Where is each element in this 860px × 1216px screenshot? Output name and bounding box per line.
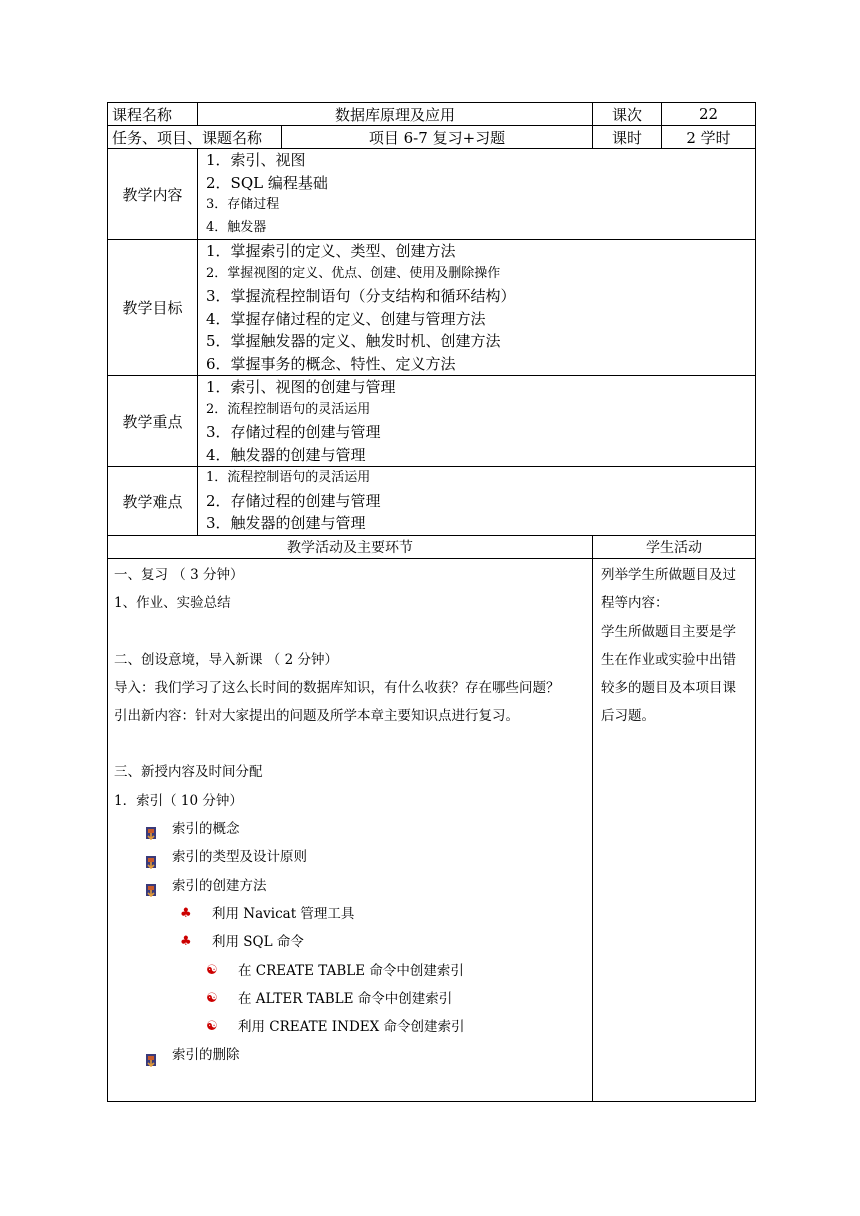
goal-item: 6．掌握事务的概念、特性、定义方法 (206, 354, 456, 373)
club-bullet-icon: ♣ (180, 905, 192, 921)
create-index-item (114, 1013, 586, 1041)
goals-label: 教学目标 (108, 240, 198, 376)
difficulty-item: 2．存储过程的创建与管理 (206, 491, 381, 510)
key-point-item: 3．存储过程的创建与管理 (206, 423, 381, 441)
key-points-list (198, 376, 756, 467)
yin-yang-bullet-icon: ☯ (206, 1019, 218, 1035)
difficulties-row (108, 467, 756, 536)
arrow-bullet-icon (144, 851, 158, 865)
goal-item: 3．掌握流程控制语句（分支结构和循环结构） (206, 287, 516, 305)
arrow-bullet-icon (144, 879, 158, 893)
student-text-2: 学生所做题目主要是学生在作业或实验中出错较多的题目及本项目课后习题。 (601, 623, 737, 725)
activities-header-row (108, 536, 756, 559)
difficulty-item: 3．触发器的创建与管理 (206, 514, 366, 533)
sql-cmd-item (114, 928, 586, 956)
create-table-item (114, 957, 586, 985)
course-name: 数据库原理及应用 (198, 103, 593, 126)
key-point-item: 2．流程控制语句的灵活运用 (206, 401, 371, 417)
create-index-text: 利用 CREATE INDEX 命令创建索引 (238, 1019, 465, 1036)
alter-table-text: 在 ALTER TABLE 命令中创建索引 (238, 990, 453, 1007)
index-create-item (114, 872, 586, 900)
navicat-item (114, 900, 586, 928)
index-types: 索引的类型及设计原则 (172, 849, 307, 866)
review-item: 1、作业、实验总结 (114, 595, 231, 612)
yin-yang-bullet-icon: ☯ (206, 962, 218, 978)
key-points-label: 教学重点 (108, 376, 198, 467)
index-concept: 索引的概念 (172, 821, 240, 838)
lesson-no: 22 (662, 103, 756, 126)
goal-item: 2．掌握视图的定义、优点、创建、使用及删除操作 (206, 265, 501, 281)
activities-head-right: 学生活动 (593, 536, 756, 559)
content-item: 2．SQL 编程基础 (206, 173, 328, 192)
index-types-item (114, 843, 586, 871)
yin-yang-bullet-icon: ☯ (206, 990, 218, 1006)
key-point-item: 1．索引、视图的创建与管理 (206, 378, 396, 396)
lesson-plan-table (107, 102, 756, 1102)
key-points-row (108, 376, 756, 467)
index-title: 1．索引（ 10 分钟） (114, 792, 243, 809)
difficulty-item: 1．流程控制语句的灵活运用 (206, 470, 371, 486)
goal-item: 4．掌握存储过程的定义、创建与管理方法 (206, 309, 486, 328)
index-create: 索引的创建方法 (172, 877, 267, 894)
arrow-bullet-icon (144, 1049, 158, 1063)
header-row-task (108, 126, 756, 149)
content-item: 1．索引、视图 (206, 151, 306, 169)
new-content-title: 三、新授内容及时间分配 (114, 764, 263, 781)
content-item: 3．存储过程 (206, 197, 280, 212)
index-concept-item (114, 815, 586, 843)
activities-head-left: 教学活动及主要环节 (108, 536, 593, 559)
content-item: 4．触发器 (206, 219, 267, 235)
lesson-no-label: 课次 (593, 103, 662, 126)
goals-list (198, 240, 756, 376)
create-table-text: 在 CREATE TABLE 命令中创建索引 (238, 962, 464, 979)
content-list (198, 149, 756, 240)
header-row-course (108, 103, 756, 126)
task-label: 任务、项目、课题名称 (108, 126, 282, 149)
intro-new: 引出新内容：针对大家提出的问题及所学本章主要知识点进行复习。 (114, 708, 519, 725)
hours-value: 2 学时 (662, 126, 756, 149)
content-label: 教学内容 (108, 149, 198, 240)
student-text: 列举学生所做题目及过程等内容： (601, 567, 737, 612)
teaching-activities (108, 559, 593, 1102)
sql-cmd-text: 利用 SQL 命令 (212, 934, 304, 951)
key-point-item: 4．触发器的创建与管理 (206, 445, 366, 464)
goals-row (108, 240, 756, 376)
course-name-label: 课程名称 (108, 103, 198, 126)
intro-lead: 导入：我们学习了这么长时间的数据库知识，有什么收获？存在哪些问题？ (114, 679, 560, 696)
difficulties-list (198, 467, 756, 536)
index-drop: 索引的删除 (172, 1047, 240, 1064)
goal-item: 1．掌握索引的定义、类型、创建方法 (206, 242, 456, 260)
task-name: 项目 6-7 复习+习题 (282, 126, 593, 149)
index-drop-item (114, 1041, 586, 1069)
activities-row (108, 559, 756, 1102)
content-row (108, 149, 756, 240)
club-bullet-icon: ♣ (180, 934, 192, 950)
hours-label: 课时 (593, 126, 662, 149)
goal-item: 5．掌握触发器的定义、触发时机、创建方法 (206, 332, 501, 350)
student-activities (593, 559, 756, 1102)
navicat-text: 利用 Navicat 管理工具 (212, 905, 355, 922)
alter-table-item (114, 985, 586, 1013)
review-title: 一、复习 （ 3 分钟） (114, 567, 244, 583)
intro-title: 二、创设意境，导入新课 （ 2 分钟） (114, 651, 338, 668)
lesson-plan (107, 102, 755, 1102)
difficulties-label: 教学难点 (108, 467, 198, 536)
arrow-bullet-icon (144, 822, 158, 836)
